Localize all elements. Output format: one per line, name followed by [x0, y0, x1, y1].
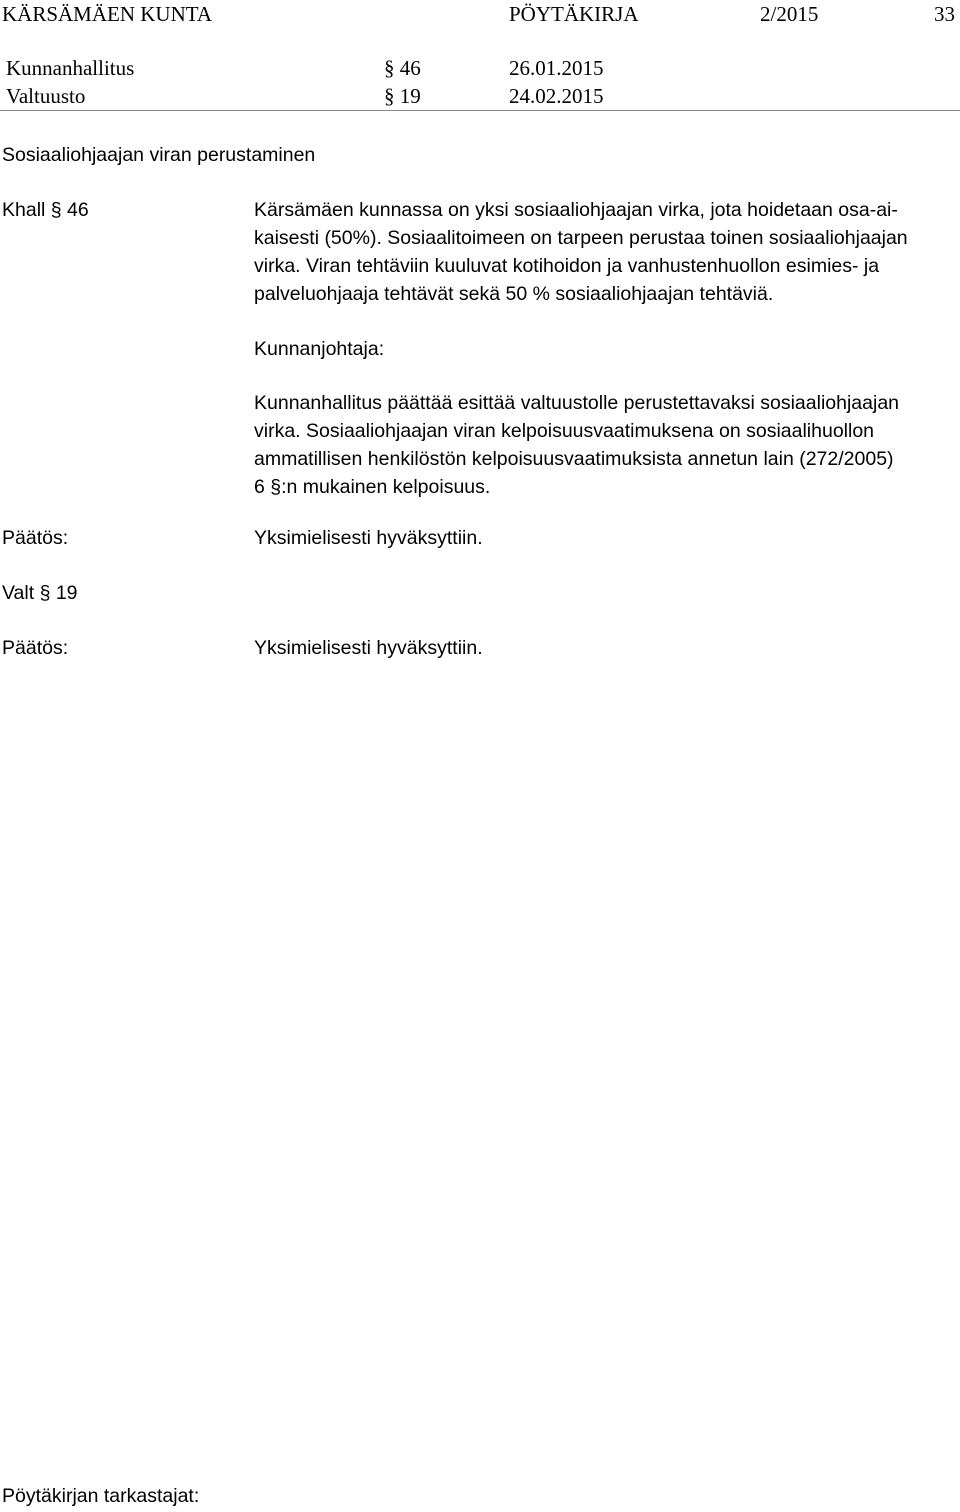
khall-body-line: palveluohjaaja tehtävät sekä 50 % sosiaaliohjaajan tehtäviä. — [254, 283, 774, 305]
proposal-line: virka. Sosiaaliohjaajan viran kelpoisuusvaatimuksena on sosiaalihuollon — [254, 420, 875, 442]
valt-decision: Yksimielisesti hyväksyttiin. — [254, 637, 483, 659]
valt-section-label: Valt § 19 — [2, 582, 78, 604]
meeting-body-kunnanhallitus: Kunnanhallitus — [6, 56, 135, 80]
meeting-date-kunnanhallitus: 26.01.2015 — [509, 56, 604, 80]
minutes-checkers-label: Pöytäkirjan tarkastajat: — [2, 1485, 200, 1507]
proposal-line: 6 §:n mukainen kelpoisuus. — [254, 476, 491, 498]
meeting-date-valtuusto: 24.02.2015 — [509, 84, 604, 108]
page-title: Sosiaaliohjaajan viran perustaminen — [2, 144, 316, 166]
document-type: PÖYTÄKIRJA — [509, 2, 639, 26]
khall-decision: Yksimielisesti hyväksyttiin. — [254, 527, 483, 549]
meeting-section-kunnanhallitus: § 46 — [384, 56, 421, 80]
proposal-heading: Kunnanjohtaja: — [254, 338, 385, 360]
khall-body-line: virka. Viran tehtäviin kuuluvat kotihoidon ja vanhustenhuollon esimies- ja — [254, 255, 880, 277]
meeting-section-valtuusto: § 19 — [384, 84, 421, 108]
khall-decision-label: Päätös: — [2, 527, 69, 549]
page-number: 33 — [934, 2, 955, 26]
khall-body — [254, 196, 954, 308]
proposal-line: ammatillisen henkilöstön kelpoisuusvaatimuksista annetun lain (272/2005) — [254, 448, 894, 470]
proposal-line: Kunnanhallitus päättää esittää valtuustolle perustettavaksi sosiaaliohjaajan — [254, 392, 900, 414]
meeting-body-valtuusto: Valtuusto — [6, 84, 86, 108]
khall-body-line: Kärsämäen kunnassa on yksi sosiaaliohjaajan virka, jota hoidetaan osa-ai- — [254, 199, 898, 221]
valt-decision-label: Päätös: — [2, 637, 69, 659]
khall-body-line: kaisesti (50%). Sosiaalitoimeen on tarpeen perustaa toinen sosiaaliohjaajan — [254, 227, 908, 249]
khall-section-label: Khall § 46 — [2, 199, 89, 221]
proposal-body — [254, 389, 954, 501]
municipality-name: KÄRSÄMÄEN KUNTA — [2, 2, 213, 26]
document-number: 2/2015 — [760, 2, 819, 26]
header-divider — [0, 110, 960, 111]
